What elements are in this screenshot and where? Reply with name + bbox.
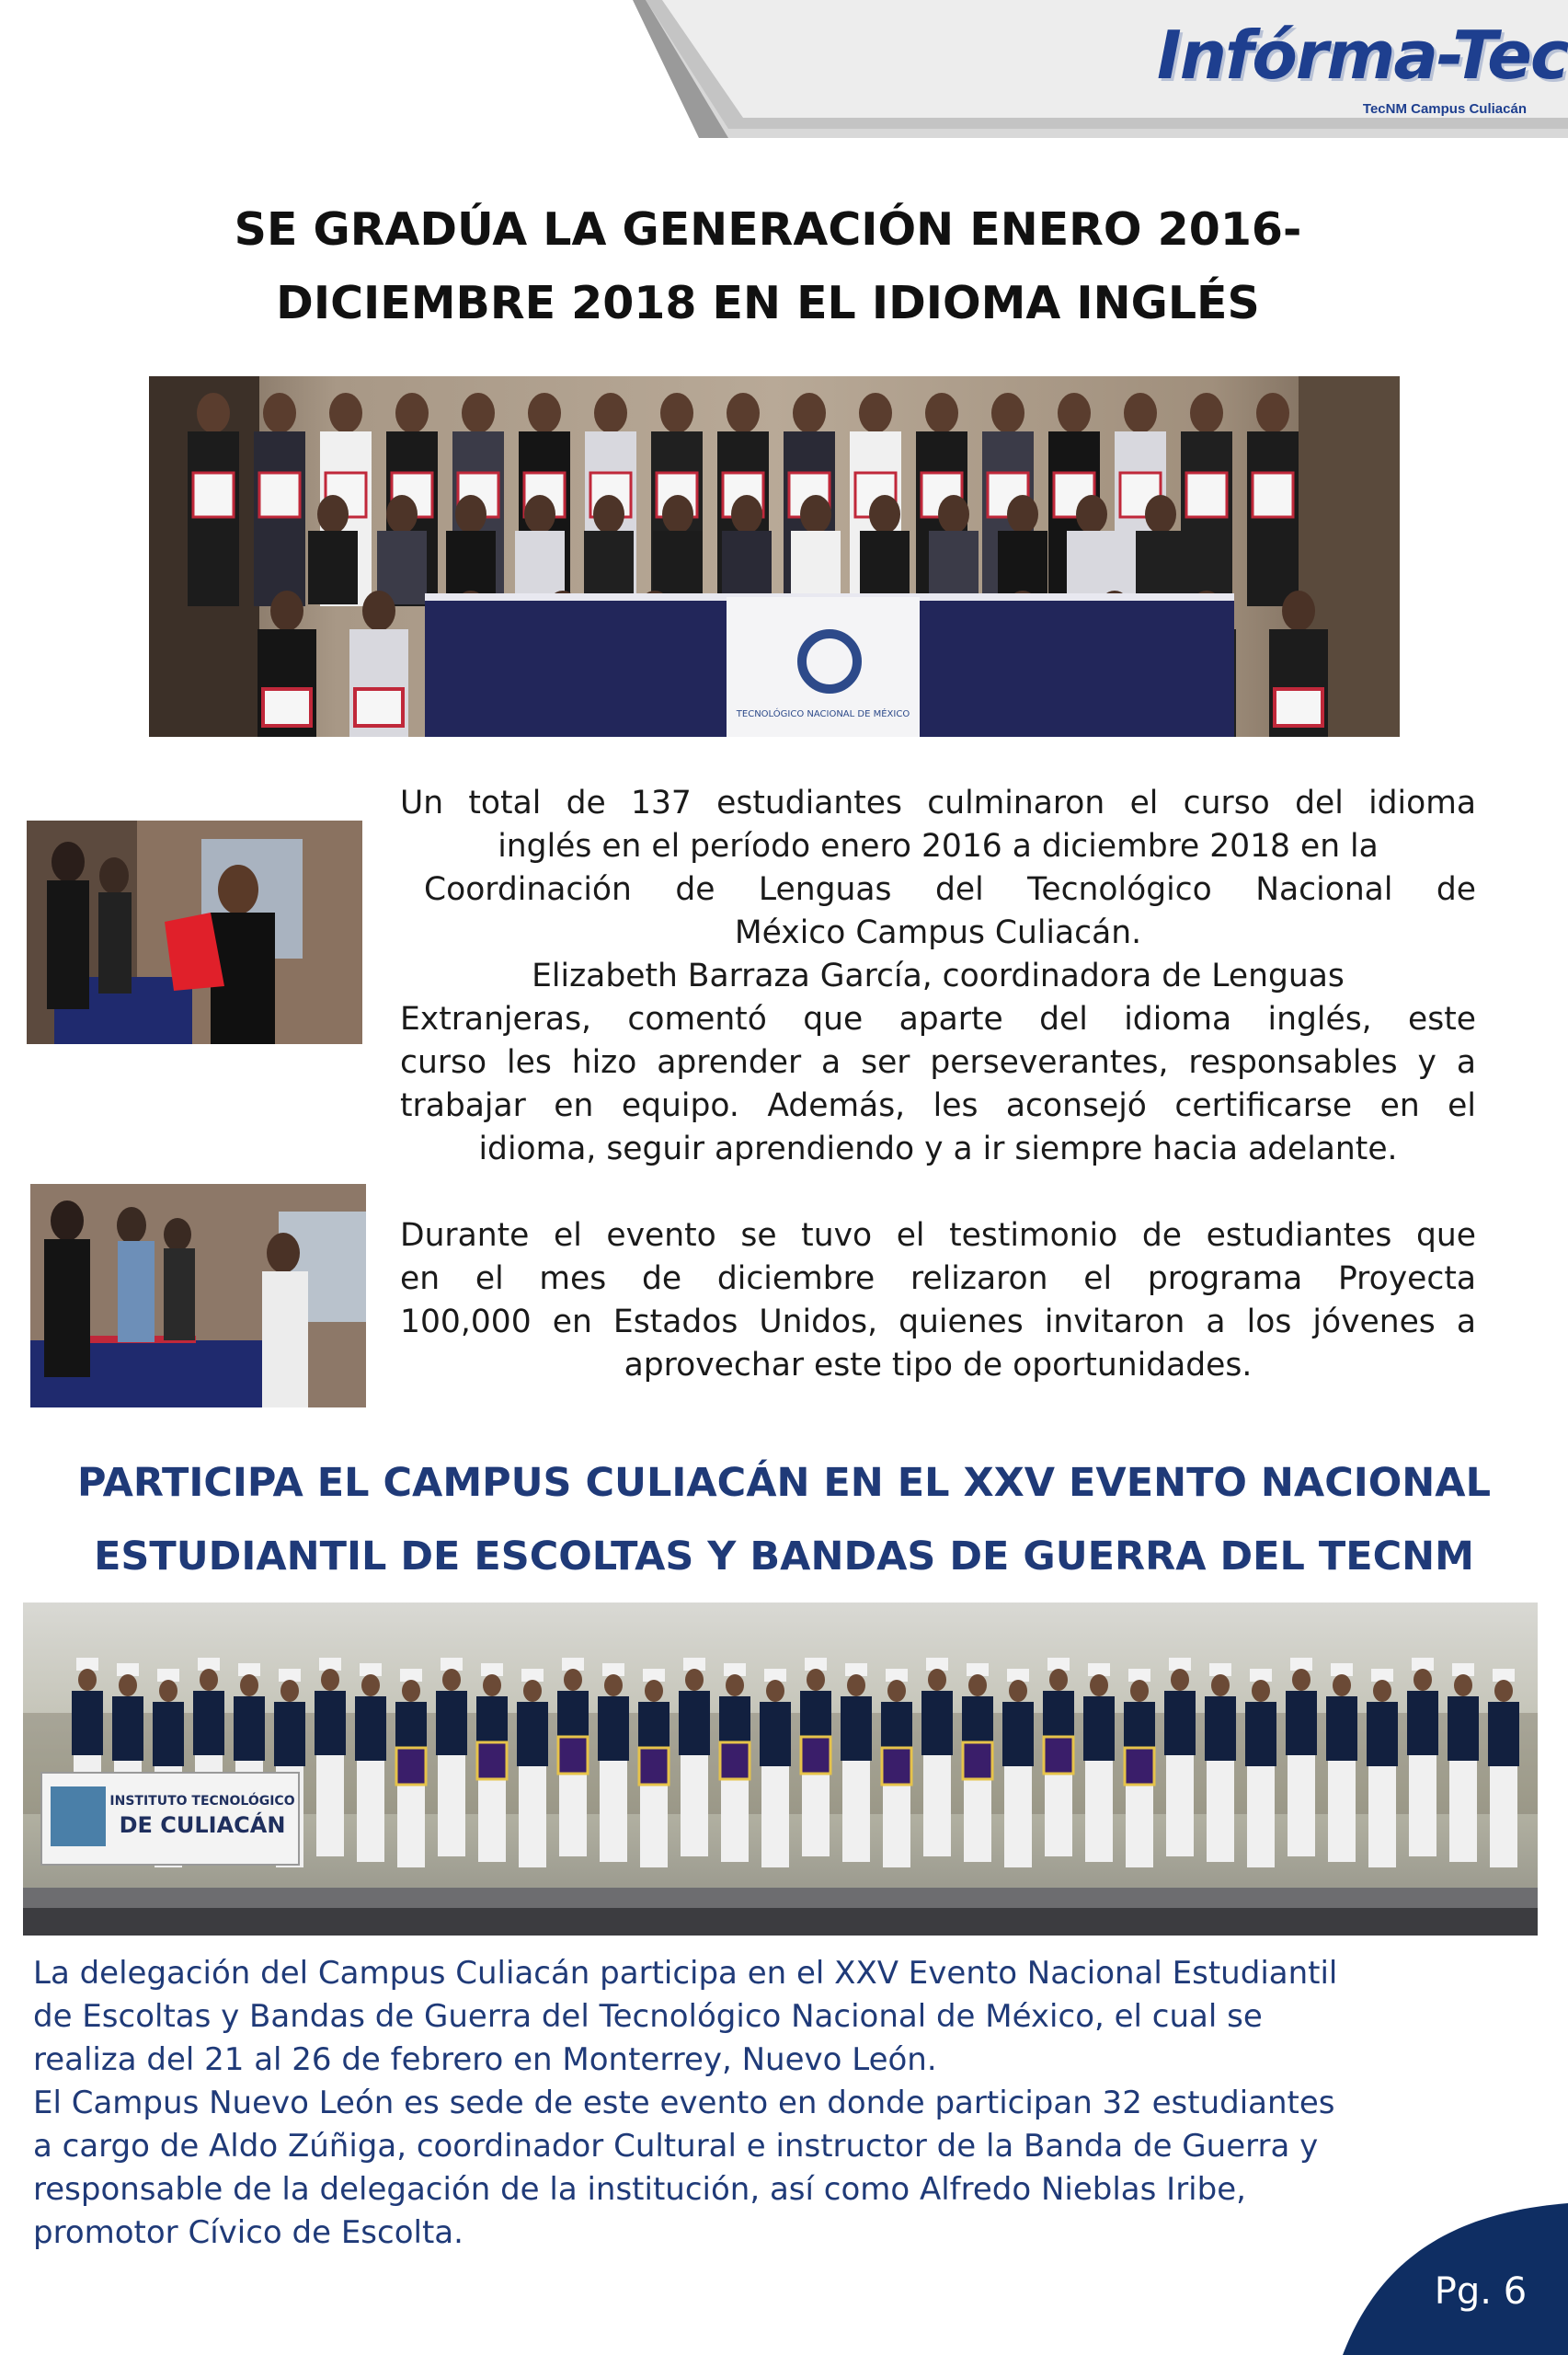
- text-line: trabajar en equipo. Además, les aconsejó certificarse en el: [400, 1087, 1476, 1124]
- article2-title-line-2: ESTUDIANTIL DE ESCOLTAS Y BANDAS DE GUERRA DEL TECNM: [94, 1534, 1474, 1580]
- text-line: Durante el evento se tuvo el testimonio de estudiantes que: [400, 1217, 1476, 1254]
- text-line: responsable de la delegación de la institución, así como Alfredo Nieblas Iribe,: [33, 2171, 1246, 2208]
- text-line: Coordinación de Lenguas del Tecnológico Nacional de: [424, 871, 1476, 908]
- text-line: Extranjeras, comentó que aparte del idioma inglés, este: [400, 1001, 1476, 1038]
- text-line: realiza del 21 al 26 de febrero en Monterrey, Nuevo León.: [33, 2041, 937, 2078]
- page-number: Pg. 6: [1434, 2270, 1528, 2313]
- article1-paragraph-3: [400, 1214, 1476, 1387]
- text-line: El Campus Nuevo León es sede de este evento en donde participan 32 estudiantes: [33, 2085, 1335, 2121]
- text-line: aprovechar este tipo de oportunidades.: [624, 1347, 1253, 1384]
- text-line: Elizabeth Barraza García, coordinadora de Lenguas: [532, 958, 1345, 994]
- informa-tec-logo: [1140, 9, 1568, 120]
- text-line: promotor Cívico de Escolta.: [33, 2214, 464, 2251]
- text-line: de Escoltas y Bandas de Guerra del Tecnológico Nacional de México, el cual se: [33, 1998, 1263, 2035]
- band-banner-line-2: DE CULIACÁN: [119, 1812, 286, 1838]
- text-line: La delegación del Campus Culiacán participa en el XXV Evento Nacional Estudiantil: [33, 1955, 1338, 1992]
- text-line: inglés en el período enero 2016 a diciembre 2018 en la: [498, 828, 1379, 865]
- student-handshake-photo: [30, 1184, 366, 1407]
- article1-paragraph-2: [400, 955, 1476, 1171]
- text-line: en el mes de diciembre relizaron el programa Proyecta: [400, 1260, 1476, 1297]
- graduation-group-photo: [149, 376, 1400, 737]
- main-banner-text: TECNOLÓGICO NACIONAL DE MÉXICO: [736, 709, 910, 719]
- article1-title-line-2: DICIEMBRE 2018 EN EL IDIOMA INGLÉS: [276, 277, 1260, 329]
- text-line: idioma, seguir aprendiendo y a ir siempre hacia adelante.: [478, 1131, 1398, 1167]
- article2-title-line-1: PARTICIPA EL CAMPUS CULIACÁN EN EL XXV EVENTO NACIONAL: [77, 1460, 1491, 1506]
- text-line: 100,000 en Estados Unidos, quienes invitaron a los jóvenes a: [400, 1304, 1476, 1340]
- band-banner-line-1: INSTITUTO TECNOLÓGICO: [109, 1794, 295, 1809]
- article1-title-line-1: SE GRADÚA LA GENERACIÓN ENERO 2016-: [234, 203, 1302, 256]
- logo-subtitle: TecNM Campus Culiacán: [1362, 101, 1527, 117]
- article2-paragraph-1: [33, 1952, 1541, 2082]
- text-line: México Campus Culiacán.: [734, 914, 1142, 951]
- text-line: curso les hizo aprender a ser perseverantes, responsables y a: [400, 1044, 1476, 1081]
- text-line: Un total de 137 estudiantes culminaron el curso del idioma: [400, 785, 1476, 821]
- article2-paragraph-2: [33, 2082, 1541, 2255]
- article1-paragraph-1: [400, 782, 1476, 955]
- text-line: a cargo de Aldo Zúñiga, coordinador Cultural e instructor de la Banda de Guerra y: [33, 2128, 1319, 2165]
- escolta-band-photo: [23, 1603, 1538, 1936]
- logo-text: Infórma-Tec: [1157, 17, 1568, 94]
- student-receiving-diploma-photo: [27, 821, 362, 1044]
